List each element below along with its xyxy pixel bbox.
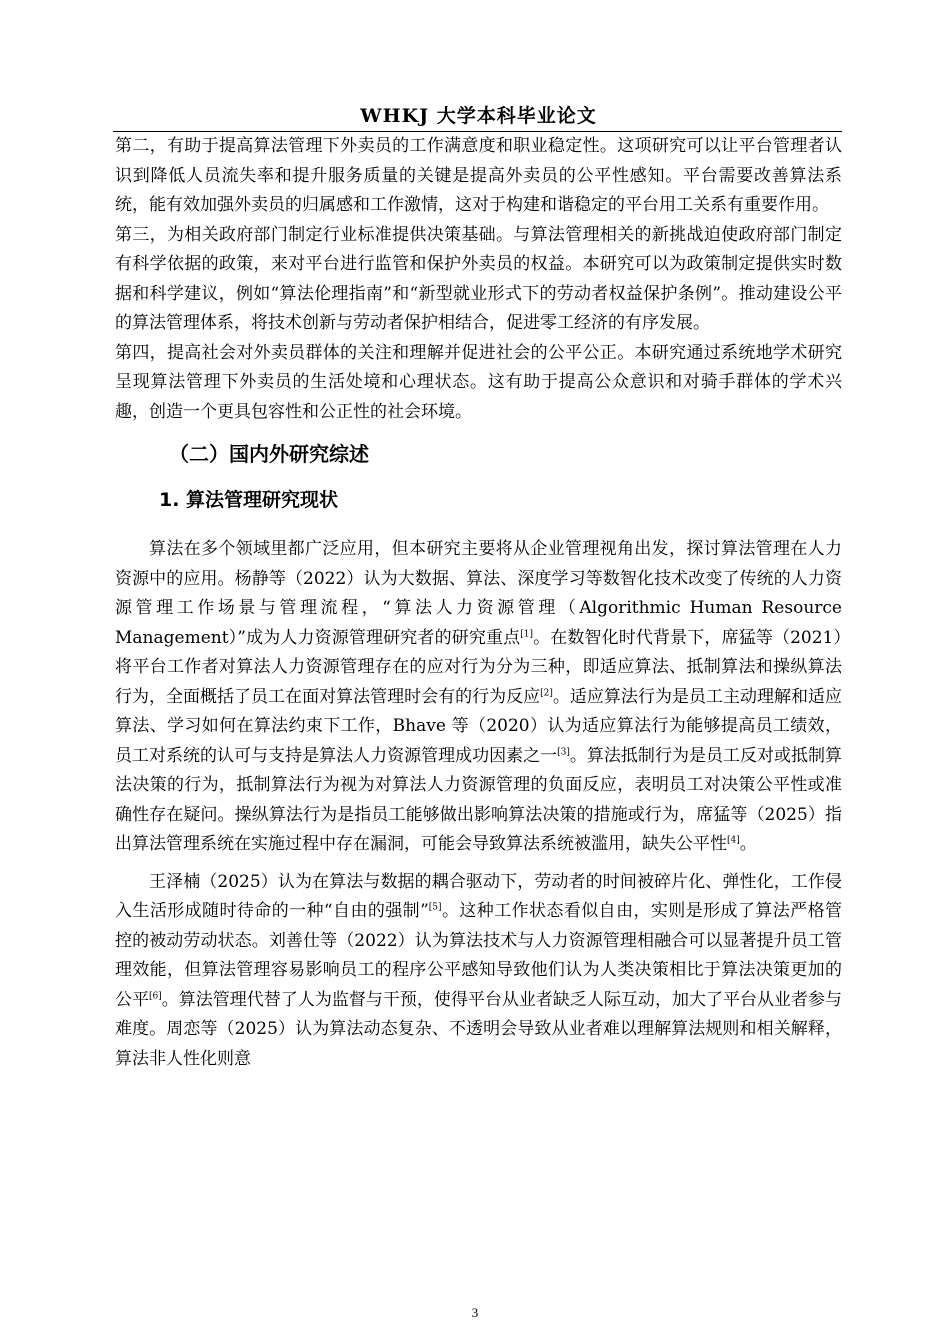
paragraph-algorithm-management xyxy=(115,535,842,860)
page-header-title: WHKJ 大学本科毕业论文 xyxy=(360,105,597,127)
text-run: 。 xyxy=(739,834,757,854)
text-run: 算法在多个领域里都广泛应用，但本研究主要将从企业管理视角出发，探讨算法管理在人力资源中的应用。杨静等（2022）认为大数据、算法、深度学习等数智化技术改变了传统的人力资源管理工作场景与管理流程，“算法人力资源管理（Algorithmic Human Resource Management）”成为人力资源管理研究者的研究重点 xyxy=(115,539,842,648)
citation-6: [6] xyxy=(149,990,162,1001)
text-run: 。算法抵制行为是员工反对或抵制算法决策的行为，抵制算法行为视为对算法人力资源管理的负面反应，表明员工对决策公平性或准确性存在疑问。操纵算法行为是指员工能够做出影响算法决策的措施或行为，席猛等（2025）指出算法管理系统在实施过程中存在漏洞，可能会导致算法系统被滥用，缺失公平性 xyxy=(115,745,843,854)
text-run: 。算法管理代替了人为监督与干预，使得平台从业者缺乏人际互动，加大了平台从业者参与难度。周恋等（2025）认为算法动态复杂、不透明会导致从业者难以理解算法规则和相关解释，算法非人性化则意 xyxy=(115,989,843,1069)
text-run: 王泽楠（2025）认为在算法与数据的耦合驱动下，劳动者的时间被碎片化、弹性化，工作侵入生活形成随时待命的一种“自由的强制” xyxy=(115,871,842,921)
citation-1: [1] xyxy=(520,628,533,639)
page-number: 3 xyxy=(471,1305,479,1320)
citation-2: [2] xyxy=(540,687,553,698)
text-run: 。适应算法行为是员工主动理解和适应算法、学习如何在算法约束下工作，Bhave 等（2020）认为适应算法行为能够提高员工绩效，员工对系统的认可与支持是算法人力资源管理成功因素之一 xyxy=(115,686,843,766)
citation-5: [5] xyxy=(428,902,442,913)
paragraph-fourth-point: 第四，提高社会对外卖员群体的关注和理解并促进社会的公平公正。本研究通过系统地学术研究呈现算法管理下外卖员的生活处境和心理状态。这有助于提高公众意识和对骑手群体的学术兴趣，创造一个更具包容性和公正性的社会环境。 xyxy=(115,342,842,422)
paragraph-labor-time xyxy=(115,868,842,1075)
text-run: 。这种工作状态看似自由，实则是形成了算法严格管控的被动劳动状态。刘善仕等（2022）认为算法技术与人力资源管理相融合可以显著提升员工管理效能，但算法管理容易影响员工的程序公平感知导致他们认为人类决策相比于算法决策更加的公平 xyxy=(115,901,843,1010)
subsection-heading: 1. 算法管理研究现状 xyxy=(159,489,339,511)
paragraph-second-point: 第二，有助于提高算法管理下外卖员的工作满意度和职业稳定性。这项研究可以让平台管理者认识到降低人员流失率和提升服务质量的关键是提高外卖员的公平性感知。平台需要改善算法系统，能有效加强外卖员的归属感和工作激情，这对于构建和谐稳定的平台用工关系有重要作用。 xyxy=(115,136,842,215)
page-body xyxy=(115,132,842,1074)
citation-4: [4] xyxy=(727,835,740,846)
citation-3: [3] xyxy=(557,746,570,757)
section-heading: （二）国内外研究综述 xyxy=(169,442,369,466)
paragraph-third-point: 第三，为相关政府部门制定行业标准提供决策基础。与算法管理相关的新挑战迫使政府部门制定有科学依据的政策，来对平台进行监管和保护外卖员的权益。本研究可以为政策制定提供实时数据和科学建议，例如“算法伦理指南”和“新型就业形式下的劳动者权益保护条例”。推动建设公平的算法管理体系，将技术创新与劳动者保护相结合，促进零工经济的有序发展。 xyxy=(115,224,842,333)
text-run: 。在数智化时代背景下，席猛等（2021）将平台工作者对算法人力资源管理存在的应对行为分为三种，即适应算法、抵制算法和操纵算法行为，全面概括了员工在面对算法管理时会有的行为反应 xyxy=(115,627,842,707)
